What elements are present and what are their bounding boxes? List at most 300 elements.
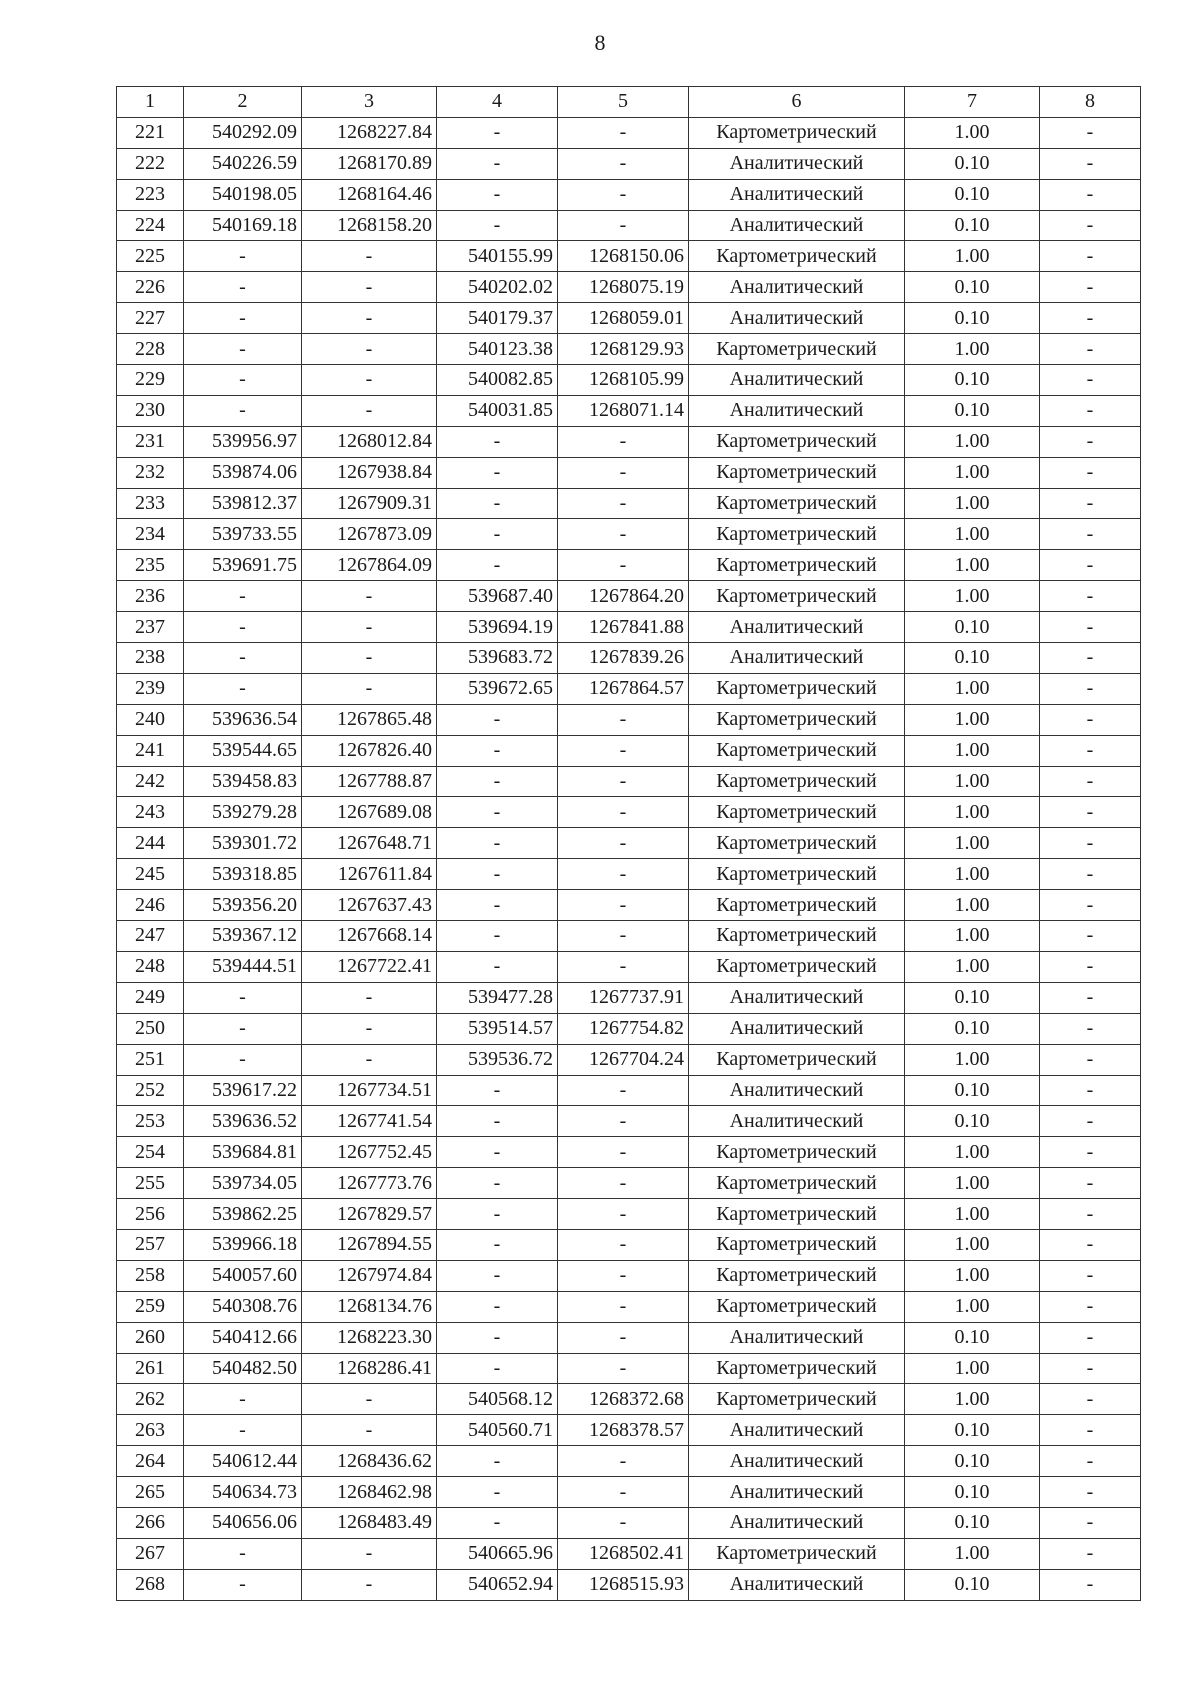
new-coord-x-cell: - [437, 1168, 558, 1199]
note-cell: - [1040, 890, 1141, 921]
table-row [117, 643, 1141, 674]
table-row [117, 457, 1141, 488]
coord-x-cell: 539318.85 [184, 859, 302, 890]
new-coord-y-cell: 1267737.91 [558, 982, 689, 1013]
coord-y-cell: - [302, 1044, 437, 1075]
coord-x-cell: - [184, 1415, 302, 1446]
table-row [117, 982, 1141, 1013]
note-cell: - [1040, 1446, 1141, 1477]
note-cell: - [1040, 1507, 1141, 1538]
method-cell: Картометрический [689, 1199, 905, 1230]
table-row [117, 148, 1141, 179]
coord-x-cell: - [184, 395, 302, 426]
coord-y-cell: - [302, 1013, 437, 1044]
new-coord-x-cell: - [437, 426, 558, 457]
method-cell: Картометрический [689, 1137, 905, 1168]
method-cell: Картометрический [689, 1291, 905, 1322]
table-row [117, 1353, 1141, 1384]
accuracy-cell: 0.10 [905, 1477, 1040, 1508]
accuracy-cell: 0.10 [905, 179, 1040, 210]
note-cell: - [1040, 704, 1141, 735]
note-cell: - [1040, 1013, 1141, 1044]
table-row [117, 1260, 1141, 1291]
note-cell: - [1040, 117, 1141, 148]
point-number-cell: 229 [117, 365, 184, 396]
accuracy-cell: 1.00 [905, 1137, 1040, 1168]
coord-x-cell: 539544.65 [184, 735, 302, 766]
new-coord-x-cell: - [437, 797, 558, 828]
coord-x-cell: - [184, 1384, 302, 1415]
table-row [117, 735, 1141, 766]
coord-x-cell: - [184, 1044, 302, 1075]
new-coord-y-cell: 1268150.06 [558, 241, 689, 272]
coord-x-cell: 539444.51 [184, 951, 302, 982]
new-coord-y-cell: - [558, 797, 689, 828]
method-cell: Картометрический [689, 890, 905, 921]
table-row [117, 1446, 1141, 1477]
point-number-cell: 255 [117, 1168, 184, 1199]
note-cell: - [1040, 1168, 1141, 1199]
method-cell: Картометрический [689, 951, 905, 982]
note-cell: - [1040, 1384, 1141, 1415]
coord-x-cell: - [184, 303, 302, 334]
point-number-cell: 266 [117, 1507, 184, 1538]
point-number-cell: 222 [117, 148, 184, 179]
point-number-cell: 238 [117, 643, 184, 674]
method-cell: Аналитический [689, 1507, 905, 1538]
new-coord-x-cell: - [437, 951, 558, 982]
coord-y-cell: 1267668.14 [302, 921, 437, 952]
method-cell: Аналитический [689, 1075, 905, 1106]
coord-y-cell: 1268227.84 [302, 117, 437, 148]
note-cell: - [1040, 797, 1141, 828]
note-cell: - [1040, 210, 1141, 241]
note-cell: - [1040, 148, 1141, 179]
coord-x-cell: 539812.37 [184, 488, 302, 519]
method-cell: Аналитический [689, 1013, 905, 1044]
method-cell: Аналитический [689, 1477, 905, 1508]
new-coord-x-cell: - [437, 1477, 558, 1508]
coord-x-cell: 539734.05 [184, 1168, 302, 1199]
accuracy-cell: 0.10 [905, 395, 1040, 426]
note-cell: - [1040, 1199, 1141, 1230]
new-coord-y-cell: - [558, 210, 689, 241]
method-cell: Картометрический [689, 426, 905, 457]
coord-y-cell: - [302, 395, 437, 426]
new-coord-x-cell: 540568.12 [437, 1384, 558, 1415]
column-header: 3 [302, 87, 437, 118]
point-number-cell: 265 [117, 1477, 184, 1508]
point-number-cell: 252 [117, 1075, 184, 1106]
point-number-cell: 246 [117, 890, 184, 921]
table-row [117, 426, 1141, 457]
coord-x-cell: 539279.28 [184, 797, 302, 828]
accuracy-cell: 0.10 [905, 1106, 1040, 1137]
point-number-cell: 268 [117, 1569, 184, 1600]
note-cell: - [1040, 457, 1141, 488]
note-cell: - [1040, 1538, 1141, 1569]
new-coord-y-cell: - [558, 921, 689, 952]
coord-x-cell: 539617.22 [184, 1075, 302, 1106]
accuracy-cell: 1.00 [905, 519, 1040, 550]
new-coord-x-cell: - [437, 457, 558, 488]
point-number-cell: 258 [117, 1260, 184, 1291]
table-row [117, 673, 1141, 704]
note-cell: - [1040, 673, 1141, 704]
method-cell: Картометрический [689, 1538, 905, 1569]
new-coord-x-cell: - [437, 1291, 558, 1322]
method-cell: Картометрический [689, 766, 905, 797]
point-number-cell: 239 [117, 673, 184, 704]
table-row [117, 117, 1141, 148]
new-coord-x-cell: - [437, 1137, 558, 1168]
method-cell: Аналитический [689, 612, 905, 643]
new-coord-x-cell: - [437, 210, 558, 241]
new-coord-y-cell: - [558, 766, 689, 797]
table-row [117, 766, 1141, 797]
new-coord-y-cell: - [558, 1137, 689, 1168]
coord-y-cell: - [302, 1538, 437, 1569]
accuracy-cell: 1.00 [905, 457, 1040, 488]
note-cell: - [1040, 488, 1141, 519]
table-row [117, 1106, 1141, 1137]
accuracy-cell: 1.00 [905, 1229, 1040, 1260]
coord-y-cell: 1268164.46 [302, 179, 437, 210]
accuracy-cell: 0.10 [905, 148, 1040, 179]
note-cell: - [1040, 921, 1141, 952]
accuracy-cell: 0.10 [905, 1075, 1040, 1106]
column-header: 7 [905, 87, 1040, 118]
new-coord-x-cell: 539477.28 [437, 982, 558, 1013]
new-coord-x-cell: - [437, 735, 558, 766]
coord-y-cell: 1267894.55 [302, 1229, 437, 1260]
coord-x-cell: - [184, 643, 302, 674]
point-number-cell: 231 [117, 426, 184, 457]
table-row [117, 365, 1141, 396]
accuracy-cell: 0.10 [905, 365, 1040, 396]
method-cell: Картометрический [689, 1168, 905, 1199]
table-row [117, 1229, 1141, 1260]
coord-y-cell: - [302, 272, 437, 303]
new-coord-x-cell: 539672.65 [437, 673, 558, 704]
coord-x-cell: 540226.59 [184, 148, 302, 179]
method-cell: Аналитический [689, 643, 905, 674]
column-header: 4 [437, 87, 558, 118]
new-coord-y-cell: - [558, 859, 689, 890]
accuracy-cell: 0.10 [905, 612, 1040, 643]
note-cell: - [1040, 1106, 1141, 1137]
coord-y-cell: 1267611.84 [302, 859, 437, 890]
point-number-cell: 237 [117, 612, 184, 643]
new-coord-x-cell: 540202.02 [437, 272, 558, 303]
accuracy-cell: 0.10 [905, 643, 1040, 674]
note-cell: - [1040, 735, 1141, 766]
new-coord-y-cell: - [558, 1446, 689, 1477]
note-cell: - [1040, 519, 1141, 550]
coord-y-cell: 1267864.09 [302, 550, 437, 581]
new-coord-x-cell: - [437, 1353, 558, 1384]
new-coord-y-cell: - [558, 704, 689, 735]
table-row [117, 890, 1141, 921]
accuracy-cell: 1.00 [905, 704, 1040, 735]
new-coord-x-cell: - [437, 1199, 558, 1230]
accuracy-cell: 1.00 [905, 581, 1040, 612]
point-number-cell: 264 [117, 1446, 184, 1477]
coord-y-cell: - [302, 1415, 437, 1446]
new-coord-x-cell: 540560.71 [437, 1415, 558, 1446]
coord-y-cell: 1267637.43 [302, 890, 437, 921]
coord-y-cell: 1267773.76 [302, 1168, 437, 1199]
method-cell: Картометрический [689, 1229, 905, 1260]
table-row [117, 550, 1141, 581]
new-coord-y-cell: - [558, 148, 689, 179]
accuracy-cell: 0.10 [905, 210, 1040, 241]
accuracy-cell: 1.00 [905, 797, 1040, 828]
note-cell: - [1040, 241, 1141, 272]
coord-y-cell: 1267829.57 [302, 1199, 437, 1230]
table-row [117, 951, 1141, 982]
note-cell: - [1040, 612, 1141, 643]
accuracy-cell: 1.00 [905, 488, 1040, 519]
coord-y-cell: 1268436.62 [302, 1446, 437, 1477]
coord-y-cell: 1268462.98 [302, 1477, 437, 1508]
accuracy-cell: 1.00 [905, 673, 1040, 704]
point-number-cell: 261 [117, 1353, 184, 1384]
point-number-cell: 253 [117, 1106, 184, 1137]
note-cell: - [1040, 951, 1141, 982]
new-coord-y-cell: 1268515.93 [558, 1569, 689, 1600]
new-coord-y-cell: 1268071.14 [558, 395, 689, 426]
point-number-cell: 242 [117, 766, 184, 797]
new-coord-y-cell: 1268075.19 [558, 272, 689, 303]
new-coord-x-cell: 539694.19 [437, 612, 558, 643]
new-coord-x-cell: - [437, 550, 558, 581]
new-coord-y-cell: 1268105.99 [558, 365, 689, 396]
new-coord-x-cell: 540123.38 [437, 334, 558, 365]
note-cell: - [1040, 1229, 1141, 1260]
new-coord-x-cell: 540665.96 [437, 1538, 558, 1569]
point-number-cell: 224 [117, 210, 184, 241]
new-coord-y-cell: 1267841.88 [558, 612, 689, 643]
accuracy-cell: 1.00 [905, 1291, 1040, 1322]
new-coord-x-cell: - [437, 488, 558, 519]
table-row [117, 1199, 1141, 1230]
point-number-cell: 243 [117, 797, 184, 828]
table-row [117, 210, 1141, 241]
coord-y-cell: 1267734.51 [302, 1075, 437, 1106]
point-number-cell: 245 [117, 859, 184, 890]
coord-x-cell: 539733.55 [184, 519, 302, 550]
coord-x-cell: - [184, 1013, 302, 1044]
method-cell: Аналитический [689, 272, 905, 303]
coord-x-cell: 539367.12 [184, 921, 302, 952]
coord-y-cell: - [302, 581, 437, 612]
method-cell: Аналитический [689, 1446, 905, 1477]
note-cell: - [1040, 179, 1141, 210]
table-row [117, 395, 1141, 426]
table-row [117, 797, 1141, 828]
coord-y-cell: 1268012.84 [302, 426, 437, 457]
method-cell: Аналитический [689, 395, 905, 426]
new-coord-y-cell: 1268502.41 [558, 1538, 689, 1569]
accuracy-cell: 0.10 [905, 1507, 1040, 1538]
method-cell: Картометрический [689, 1353, 905, 1384]
accuracy-cell: 1.00 [905, 890, 1040, 921]
point-number-cell: 257 [117, 1229, 184, 1260]
table-row [117, 303, 1141, 334]
accuracy-cell: 1.00 [905, 1260, 1040, 1291]
method-cell: Аналитический [689, 148, 905, 179]
table-row [117, 921, 1141, 952]
new-coord-y-cell: - [558, 1229, 689, 1260]
table-row [117, 1291, 1141, 1322]
point-number-cell: 227 [117, 303, 184, 334]
coord-y-cell: 1267722.41 [302, 951, 437, 982]
accuracy-cell: 1.00 [905, 828, 1040, 859]
table-row [117, 179, 1141, 210]
method-cell: Картометрический [689, 921, 905, 952]
point-number-cell: 236 [117, 581, 184, 612]
accuracy-cell: 0.10 [905, 303, 1040, 334]
note-cell: - [1040, 859, 1141, 890]
accuracy-cell: 1.00 [905, 550, 1040, 581]
point-number-cell: 260 [117, 1322, 184, 1353]
coord-x-cell: - [184, 1569, 302, 1600]
accuracy-cell: 1.00 [905, 951, 1040, 982]
note-cell: - [1040, 1137, 1141, 1168]
coord-x-cell: 540656.06 [184, 1507, 302, 1538]
note-cell: - [1040, 1260, 1141, 1291]
new-coord-y-cell: - [558, 426, 689, 457]
coord-x-cell: 539636.54 [184, 704, 302, 735]
coord-x-cell: 539874.06 [184, 457, 302, 488]
accuracy-cell: 1.00 [905, 117, 1040, 148]
table-row [117, 612, 1141, 643]
accuracy-cell: 0.10 [905, 1013, 1040, 1044]
table-row [117, 1168, 1141, 1199]
column-header: 2 [184, 87, 302, 118]
new-coord-x-cell: 539687.40 [437, 581, 558, 612]
new-coord-y-cell: 1268378.57 [558, 1415, 689, 1446]
coord-x-cell: 540198.05 [184, 179, 302, 210]
table-row [117, 1538, 1141, 1569]
note-cell: - [1040, 643, 1141, 674]
point-number-cell: 267 [117, 1538, 184, 1569]
method-cell: Картометрический [689, 457, 905, 488]
new-coord-x-cell: - [437, 117, 558, 148]
point-number-cell: 259 [117, 1291, 184, 1322]
note-cell: - [1040, 334, 1141, 365]
coord-x-cell: - [184, 581, 302, 612]
new-coord-x-cell: - [437, 859, 558, 890]
new-coord-x-cell: - [437, 921, 558, 952]
new-coord-y-cell: 1267864.20 [558, 581, 689, 612]
coord-y-cell: 1268223.30 [302, 1322, 437, 1353]
new-coord-x-cell: - [437, 766, 558, 797]
coord-y-cell: - [302, 365, 437, 396]
method-cell: Аналитический [689, 303, 905, 334]
method-cell: Картометрический [689, 828, 905, 859]
method-cell: Аналитический [689, 179, 905, 210]
table-row [117, 1013, 1141, 1044]
table-row [117, 488, 1141, 519]
point-number-cell: 234 [117, 519, 184, 550]
table-row [117, 1415, 1141, 1446]
new-coord-x-cell: - [437, 148, 558, 179]
note-cell: - [1040, 1044, 1141, 1075]
accuracy-cell: 1.00 [905, 426, 1040, 457]
coord-x-cell: 539684.81 [184, 1137, 302, 1168]
note-cell: - [1040, 365, 1141, 396]
new-coord-x-cell: - [437, 519, 558, 550]
accuracy-cell: 0.10 [905, 1446, 1040, 1477]
method-cell: Аналитический [689, 1322, 905, 1353]
new-coord-y-cell: - [558, 550, 689, 581]
new-coord-y-cell: - [558, 1507, 689, 1538]
accuracy-cell: 0.10 [905, 272, 1040, 303]
method-cell: Картометрический [689, 1384, 905, 1415]
accuracy-cell: 1.00 [905, 735, 1040, 766]
coord-x-cell: - [184, 365, 302, 396]
new-coord-x-cell: - [437, 1260, 558, 1291]
coord-x-cell: 540057.60 [184, 1260, 302, 1291]
point-number-cell: 240 [117, 704, 184, 735]
note-cell: - [1040, 982, 1141, 1013]
accuracy-cell: 1.00 [905, 1384, 1040, 1415]
new-coord-y-cell: 1267754.82 [558, 1013, 689, 1044]
coord-y-cell: 1268158.20 [302, 210, 437, 241]
point-number-cell: 241 [117, 735, 184, 766]
note-cell: - [1040, 1322, 1141, 1353]
new-coord-x-cell: - [437, 1446, 558, 1477]
point-number-cell: 249 [117, 982, 184, 1013]
coord-x-cell: 539356.20 [184, 890, 302, 921]
coord-y-cell: 1267909.31 [302, 488, 437, 519]
note-cell: - [1040, 828, 1141, 859]
accuracy-cell: 1.00 [905, 1168, 1040, 1199]
table-row [117, 334, 1141, 365]
note-cell: - [1040, 1353, 1141, 1384]
coord-x-cell: 539956.97 [184, 426, 302, 457]
page-number: 8 [594, 30, 606, 55]
accuracy-cell: 1.00 [905, 921, 1040, 952]
coord-x-cell: 539862.25 [184, 1199, 302, 1230]
coord-x-cell: 540292.09 [184, 117, 302, 148]
point-number-cell: 221 [117, 117, 184, 148]
point-number-cell: 235 [117, 550, 184, 581]
coord-x-cell: - [184, 982, 302, 1013]
column-header: 6 [689, 87, 905, 118]
new-coord-x-cell: 539683.72 [437, 643, 558, 674]
note-cell: - [1040, 395, 1141, 426]
new-coord-x-cell: 540031.85 [437, 395, 558, 426]
method-cell: Картометрический [689, 735, 905, 766]
coord-y-cell: - [302, 982, 437, 1013]
coord-y-cell: 1268134.76 [302, 1291, 437, 1322]
point-number-cell: 225 [117, 241, 184, 272]
note-cell: - [1040, 303, 1141, 334]
coord-x-cell: 539691.75 [184, 550, 302, 581]
coord-x-cell: 540482.50 [184, 1353, 302, 1384]
accuracy-cell: 1.00 [905, 1044, 1040, 1075]
point-number-cell: 247 [117, 921, 184, 952]
new-coord-x-cell: 540179.37 [437, 303, 558, 334]
table-row [117, 828, 1141, 859]
new-coord-x-cell: 540155.99 [437, 241, 558, 272]
new-coord-x-cell: - [437, 828, 558, 859]
new-coord-x-cell: - [437, 1106, 558, 1137]
coord-x-cell: 540612.44 [184, 1446, 302, 1477]
